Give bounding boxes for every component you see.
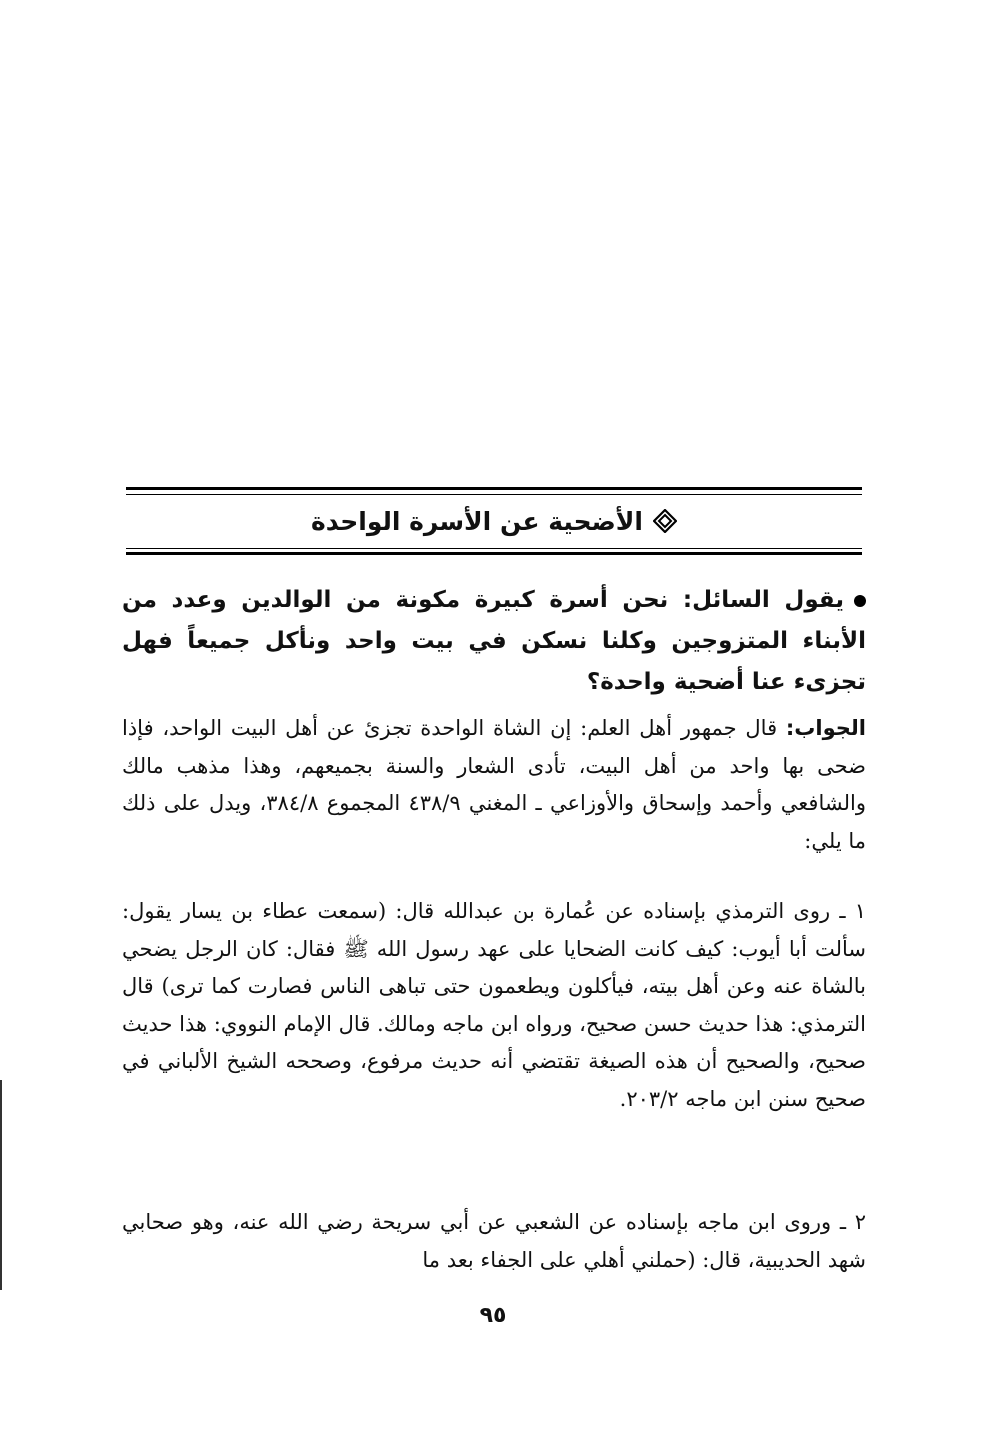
answer-paragraph — [122, 710, 866, 860]
page-number: ٩٥ — [479, 1303, 507, 1328]
section-title-text: الأضحية عن الأسرة الواحدة — [311, 506, 643, 536]
scan-edge-line — [0, 1080, 2, 1290]
question-paragraph — [122, 580, 866, 703]
answer-text: قال جمهور أهل العلم: إن الشاة الواحدة تجزئ عن أهل البيت الواحد، فإذا ضحى بها واحد من أهل البيت، تأدى الشعار والسنة بجميعهم، وهذا مذهب مالك والشافعي وأحمد وإسحاق والأوزاعي ـ المغني ٤٣٨/٩ المجموع ٣٨٤/٨، ويدل على ذلك ما يلي: — [122, 716, 866, 853]
bullet-icon — [854, 595, 866, 607]
title-bottom-rule-thin — [126, 548, 862, 549]
diamond-ornament-icon — [653, 509, 677, 533]
title-top-rule-thin — [126, 494, 862, 495]
title-top-rule-thick — [126, 487, 862, 490]
section-title — [126, 498, 862, 544]
evidence-paragraph-1 — [122, 893, 866, 1118]
question-text: يقول السائل: نحن أسرة كبيرة مكونة من الوالدين وعدد من الأبناء المتزوجين وكلنا نسكن في بيت واحد ونأكل جميعاً فهل تجزىء عنا أضحية واحدة؟ — [122, 587, 866, 695]
answer-label: الجواب: — [785, 716, 866, 740]
evidence-text-2: ٢ ـ وروى ابن ماجه بإسناده عن الشعبي عن أبي سريحة رضي الله عنه، وهو صحابي شهد الحديبية، قال: (حملني أهلي على الجفاء بعد ما — [122, 1210, 866, 1272]
evidence-paragraph-2 — [122, 1204, 866, 1279]
evidence-text-1: ١ ـ روى الترمذي بإسناده عن عُمارة بن عبدالله قال: (سمعت عطاء بن يسار يقول: سألت أبا أيوب: كيف كانت الضحايا على عهد رسول الله ﷺ فقال: كان الرجل يضحي بالشاة عنه وعن أهل بيته، فيأكلون ويطعمون حتى تباهى الناس فصارت كما ترى) قال الترمذي: هذا حديث حسن صحيح، ورواه ابن ماجه ومالك. قال الإمام النووي: هذا حديث صحيح، والصحيح أن هذه الصيغة تقتضي أنه حديث مرفوع، وصححه الشيخ الألباني في صحيح سنن ابن ماجه ٢٠٣/٢. — [122, 899, 866, 1111]
title-bottom-rule-thick — [126, 552, 862, 555]
